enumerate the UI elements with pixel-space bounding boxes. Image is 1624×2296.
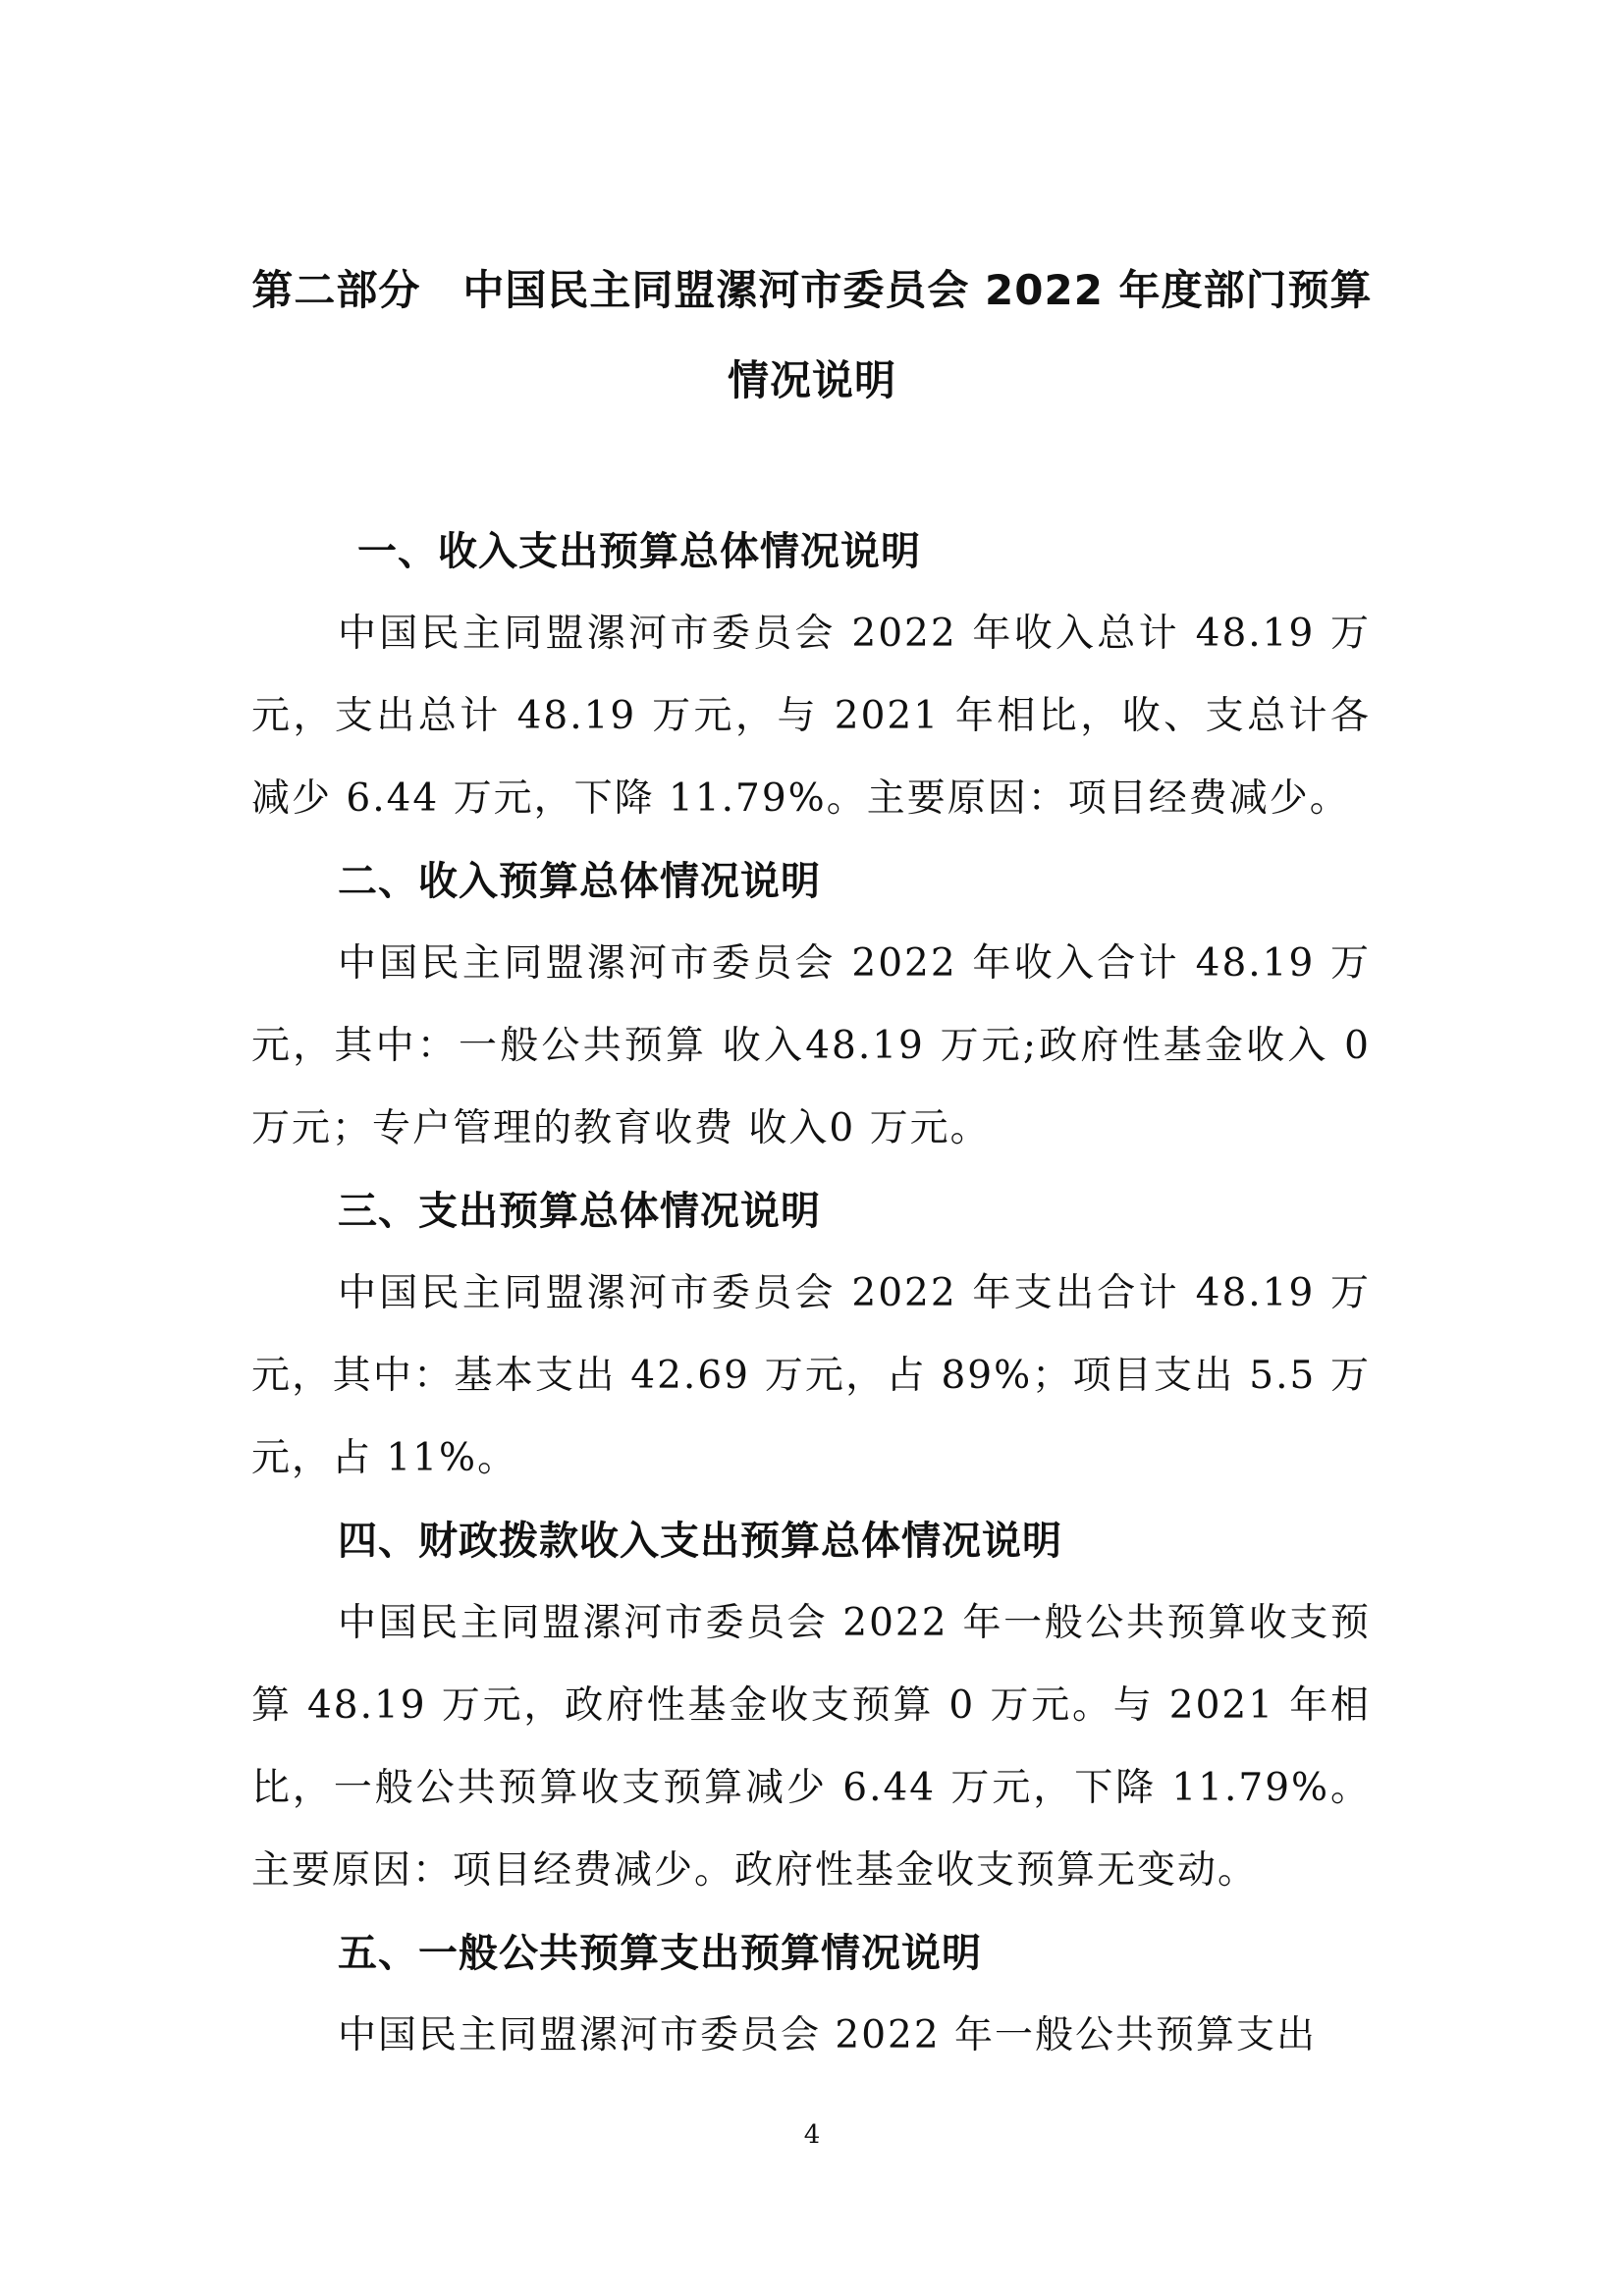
- section-heading-4: 四、财政拨款收入支出预算总体情况说明: [338, 1519, 1062, 1564]
- section-heading-1: 一、收入支出预算总体情况说明: [357, 529, 921, 574]
- section-heading-2: 二、收入预算总体情况说明: [338, 859, 821, 904]
- section-body-3: 中国民主同盟漯河市委员会 2022 年支出合计 48.19 万元，其中：基本支出 42.69 万元，占 89%；项目支出 5.5 万元，占 11%。: [251, 1271, 1371, 1480]
- section-body-1: 中国民主同盟漯河市委员会 2022 年收入总计 48.19 万元，支出总计 48.19 万元，与 2021 年相比，收、支总计各减少 6.44 万元，下降 11.79%。主要原因：项目经费减少。: [251, 612, 1371, 821]
- document-title-line-1: 第二部分 中国民主同盟漯河市委员会 2022 年度部门预算: [251, 266, 1373, 314]
- document-body: [251, 510, 1371, 2077]
- section-heading-5: 五、一般公共预算支出预算情况说明: [338, 1931, 982, 1976]
- document-title-line-2: 情况说明: [727, 356, 896, 404]
- page-number: 4: [803, 2120, 821, 2150]
- section-heading-3: 三、支出预算总体情况说明: [338, 1189, 821, 1234]
- section-body-4: 中国民主同盟漯河市委员会 2022 年一般公共预算收支预算 48.19 万元，政府性基金收支预算 0 万元。与 2021 年相比，一般公共预算收支预算减少 6.44 万元，下降 11.79%。主要原因：项目经费减少。政府性基金收支预算无变动。: [251, 1601, 1371, 1893]
- section-body-2: 中国民主同盟漯河市委员会 2022 年收入合计 48.19 万元，其中：一般公共预算 收入48.19 万元;政府性基金收入 0 万元；专户管理的教育收费 收入0 万元。: [251, 941, 1371, 1150]
- section-body-5: 中国民主同盟漯河市委员会 2022 年一般公共预算支出: [338, 2013, 1318, 2057]
- document-title: [236, 245, 1388, 426]
